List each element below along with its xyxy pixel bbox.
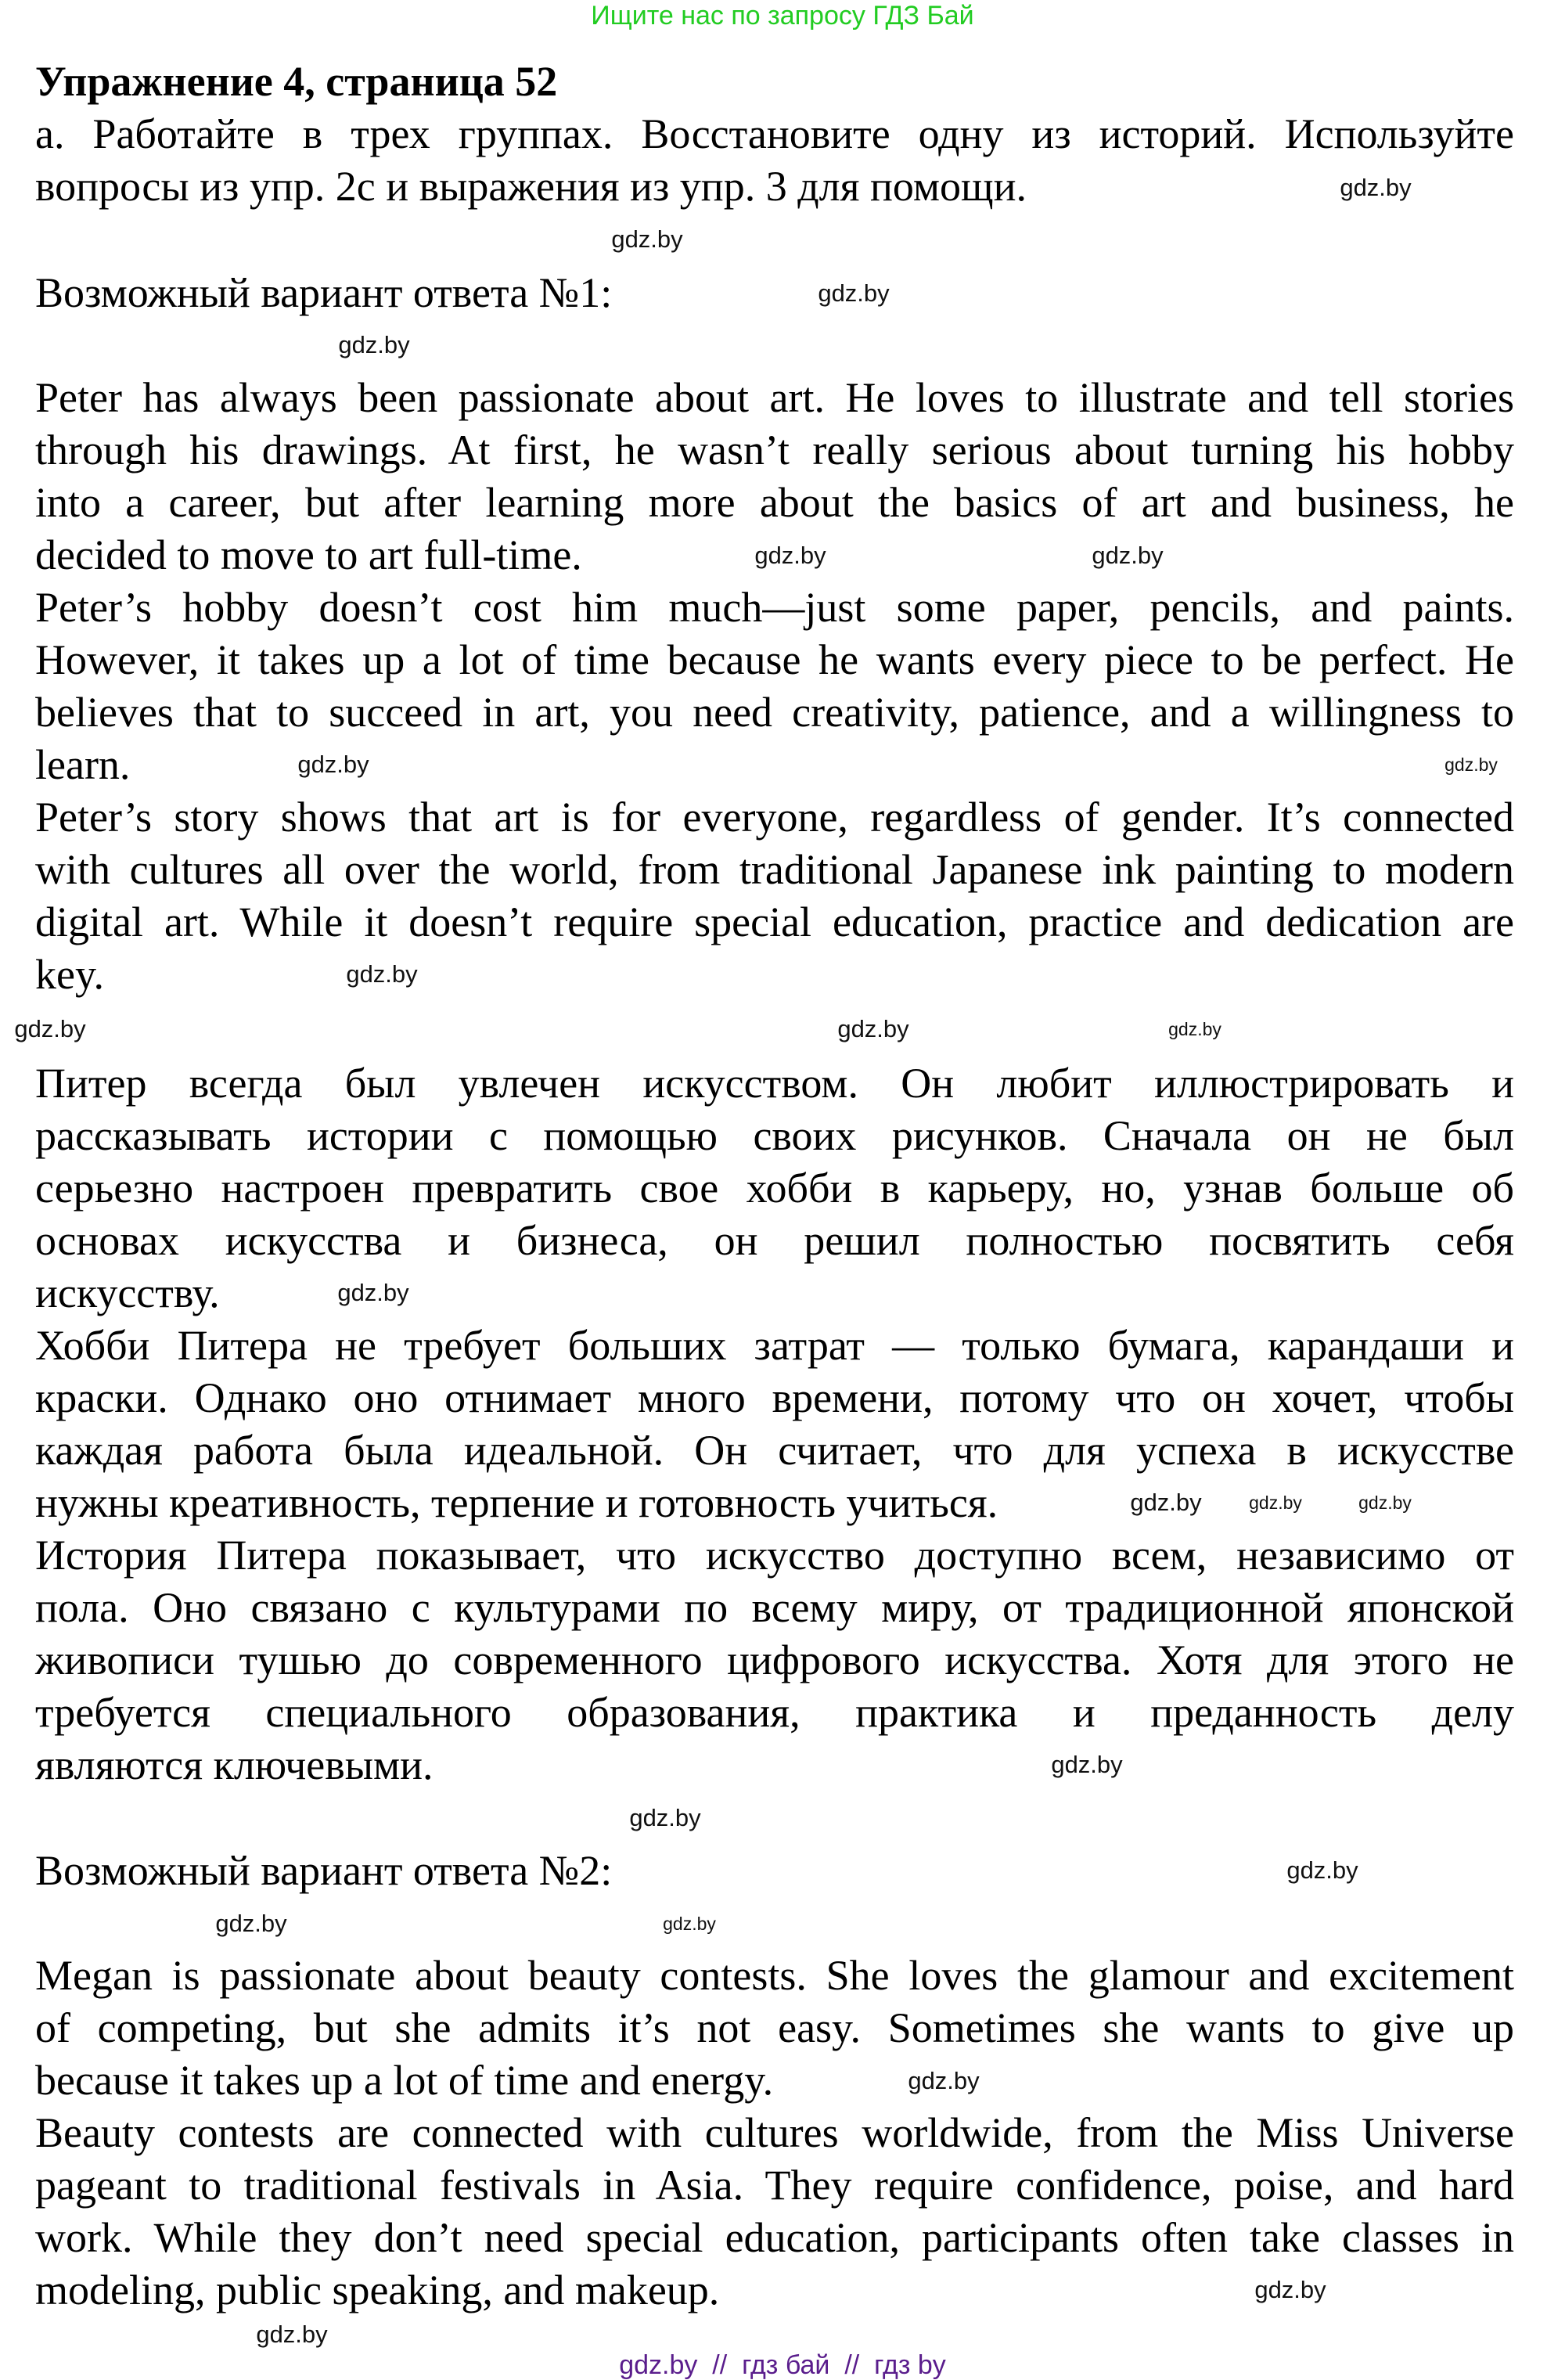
search-banner: Ищите нас по запросу ГДЗ Бай [591,1,974,31]
watermark: gdz.by [297,751,369,778]
text-line: digital art. While it doesn’t require special education, practice and dedication are [35,898,1514,945]
variant-2-heading: Возможный вариант ответа №2: [35,1847,613,1894]
text-line: work. While they don’t need special education, participants often take classes in [35,2214,1514,2261]
text-line: believes that to succeed in art, you need creativity, patience, and a willingness to [35,689,1514,736]
watermark: gdz.by [663,1914,716,1934]
text-line: Питер всегда был увлечен искусством. Он любит иллюстрировать и [35,1060,1514,1107]
watermark: gdz.by [1051,1751,1123,1778]
text-line: История Питера показывает, что искусство доступно всем, независимо от [35,1532,1514,1579]
text-line: нужны креативность, терпение и готовность учиться. [35,1479,998,1526]
text-line: Хобби Питера не требует больших затрат — только бумага, карандаши и [35,1322,1514,1369]
text-line: искусству. [35,1269,220,1316]
text-line: живописи тушью до современного цифрового искусства. Хотя для этого не [35,1636,1514,1683]
watermark: gdz.by [346,960,418,988]
watermark: gdz.by [1340,174,1412,201]
text-line: пола. Оно связано с культурами по всему миру, от традиционной японской [35,1584,1514,1631]
watermark: gdz.by [1286,1856,1358,1884]
text-line: основах искусства и бизнеса, он решил полностью посвятить себя [35,1217,1514,1264]
watermark: gdz.by [337,1279,409,1306]
watermark: gdz.by [754,542,826,569]
text-line: серьезно настроен превратить свое хобби в карьеру, но, узнав больше об [35,1165,1514,1212]
text-line: However, it takes up a lot of time because he wants every piece to be perfect. He [35,636,1514,683]
watermark: gdz.by [837,1015,909,1042]
text-line: Megan is passionate about beauty contests. She loves the glamour and excitement [35,1952,1514,1999]
text-line: Beauty contests are connected with cultures worldwide, from the Miss Universe [35,2109,1514,2156]
watermark: gdz.by [338,331,410,358]
watermark: gdz.by [1444,754,1498,775]
text-line: of competing, but she admits it’s not easy. Sometimes she wants to give up [35,2004,1514,2051]
text-line: требуется специального образования, практика и преданность делу [35,1689,1514,1736]
text-line: key. [35,951,104,998]
watermark: gdz.by [1168,1019,1221,1039]
text-line: modeling, public speaking, and makeup. [35,2267,720,2313]
text-line: with cultures all over the world, from traditional Japanese ink painting to modern [35,846,1514,893]
watermark: gdz.by [215,1910,287,1937]
page-title: Упражнение 4, страница 52 [35,58,558,105]
exercise-header [35,56,1514,213]
watermark: gdz.by [1130,1489,1202,1516]
text-line: because it takes up a lot of time and energy. [35,2057,774,2104]
text-line: through his drawings. At first, he wasn’t really serious about turning his hobby [35,427,1514,473]
task-line: а. Работайте в трех группах. Восстановите одну из историй. Используйте [35,110,1514,157]
text-line: Peter’s hobby doesn’t cost him much—just some paper, pencils, and paints. [35,584,1514,631]
text-line: decided to move to art full-time. [35,531,582,578]
text-line: Peter’s story shows that art is for everyone, regardless of gender. It’s connected [35,794,1514,841]
footer-links: gdz.by // гдз бай // гдз by [619,2350,946,2380]
watermark: gdz.by [1358,1492,1412,1513]
variant-1-heading: Возможный вариант ответа №1: [35,269,613,316]
text-line: learn. [35,741,131,788]
text-line: pageant to traditional festivals in Asia. They require confidence, poise, and hard [35,2162,1514,2209]
variant-2-english-text [35,1950,1514,2317]
watermark: gdz.by [1092,542,1164,569]
watermark: gdz.by [611,225,683,253]
text-line: каждая работа была идеальной. Он считает, что для успеха в искусстве [35,1427,1514,1474]
watermark: gdz.by [14,1015,86,1042]
watermark: gdz.by [629,1804,701,1831]
text-line: являются ключевыми. [35,1741,434,1788]
text-line: into a career, but after learning more about the basics of art and business, he [35,479,1514,526]
variant-1-russian-text [35,1057,1514,1791]
watermark: gdz.by [818,279,890,307]
task-line: вопросы из упр. 2с и выражения из упр. 3 для помощи. [35,163,1027,210]
variant-1-english-text [35,372,1514,1001]
text-line: рассказывать истории с помощью своих рисунков. Сначала он не был [35,1112,1514,1159]
text-line: краски. Однако оно отнимает много времени, потому что он хочет, чтобы [35,1374,1514,1421]
watermark: gdz.by [1254,2276,1326,2303]
text-line: Peter has always been passionate about art. He loves to illustrate and tell stories [35,374,1514,421]
watermark: gdz.by [908,2067,980,2094]
watermark: gdz.by [256,2321,328,2348]
watermark: gdz.by [1249,1492,1302,1513]
